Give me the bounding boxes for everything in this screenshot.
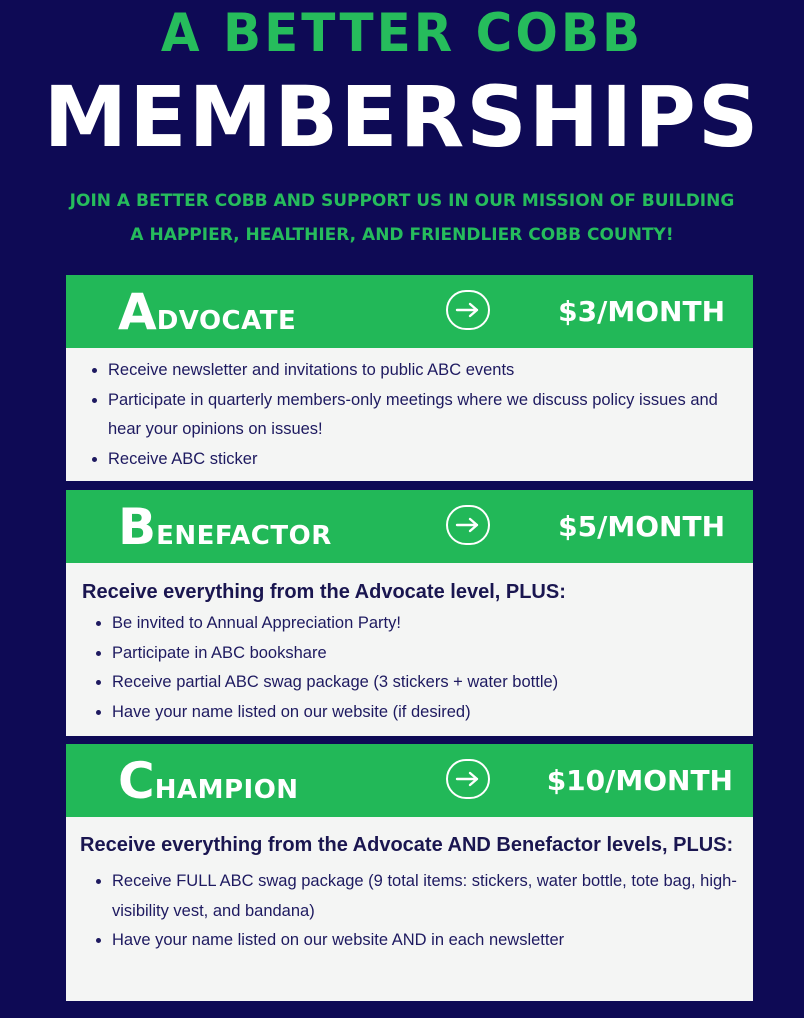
benefit-item: • Receive partial ABC swag package (3 stickers + water bottle): [112, 668, 733, 698]
tier-card-benefactor: [66, 490, 753, 736]
tier-body-advocate: [66, 348, 753, 481]
benefit-list: [66, 356, 753, 474]
benefit-item: • Participate in ABC bookshare: [112, 639, 733, 669]
tier-header-champion: [66, 744, 753, 817]
benefit-list: [80, 867, 737, 956]
benefit-item: • Be invited to Annual Appreciation Party!: [112, 609, 733, 639]
intro-line-2: A HAPPIER, HEALTHIER, AND FRIENDLIER COBB COUNTY!: [130, 225, 674, 245]
tier-body-benefactor: [66, 563, 753, 736]
tier-name-rest: ENEFACTOR: [156, 521, 332, 551]
arrow-right-circle-icon[interactable]: [446, 290, 490, 330]
tier-price-champion: $10/MONTH: [546, 764, 733, 797]
tier-name-rest: DVOCATE: [156, 306, 297, 336]
benefit-item: • Receive newsletter and invitations to public ABC events: [108, 356, 753, 386]
title-memberships: MEMBERSHIPS: [43, 68, 761, 166]
tier-initial: A: [118, 283, 157, 341]
arrow-right-circle-icon[interactable]: [446, 505, 490, 545]
tier-initial: B: [118, 498, 157, 556]
intro-text: [40, 184, 764, 252]
tier-price-advocate: $3/MONTH: [558, 295, 725, 328]
tier-name-rest: HAMPION: [154, 775, 299, 805]
benefit-item: • Have your name listed on our website (if desired): [112, 698, 733, 728]
tier-body-champion: [66, 817, 753, 1001]
benefit-list: [82, 609, 733, 727]
benefit-item: • Have your name listed on our website AND in each newsletter: [112, 926, 737, 956]
tier-header-benefactor: [66, 490, 753, 563]
benefit-item: • Receive ABC sticker: [108, 445, 753, 475]
tier-name-advocate: [118, 281, 296, 343]
plus-heading: Receive everything from the Advocate AND Benefactor levels, PLUS:: [80, 834, 734, 856]
tier-name-benefactor: [118, 496, 332, 558]
tier-card-champion: [66, 744, 753, 1001]
title-a-better-cobb: A BETTER COBB: [160, 2, 644, 64]
tier-name-champion: [118, 750, 299, 812]
arrow-right-circle-icon[interactable]: [446, 759, 490, 799]
tier-card-advocate: [66, 275, 753, 481]
benefit-item: • Receive FULL ABC swag package (9 total items: stickers, water bottle, tote bag, high-visibility vest, and bandana): [112, 867, 737, 926]
tier-price-benefactor: $5/MONTH: [558, 510, 725, 543]
benefit-item: • Participate in quarterly members-only meetings where we discuss policy issues and hear your opinions on issues!: [108, 386, 753, 445]
plus-heading: Receive everything from the Advocate level, PLUS:: [82, 581, 566, 603]
tier-header-advocate: [66, 275, 753, 348]
intro-line-1: JOIN A BETTER COBB AND SUPPORT US IN OUR MISSION OF BUILDING: [69, 191, 735, 211]
tier-initial: C: [118, 752, 155, 810]
